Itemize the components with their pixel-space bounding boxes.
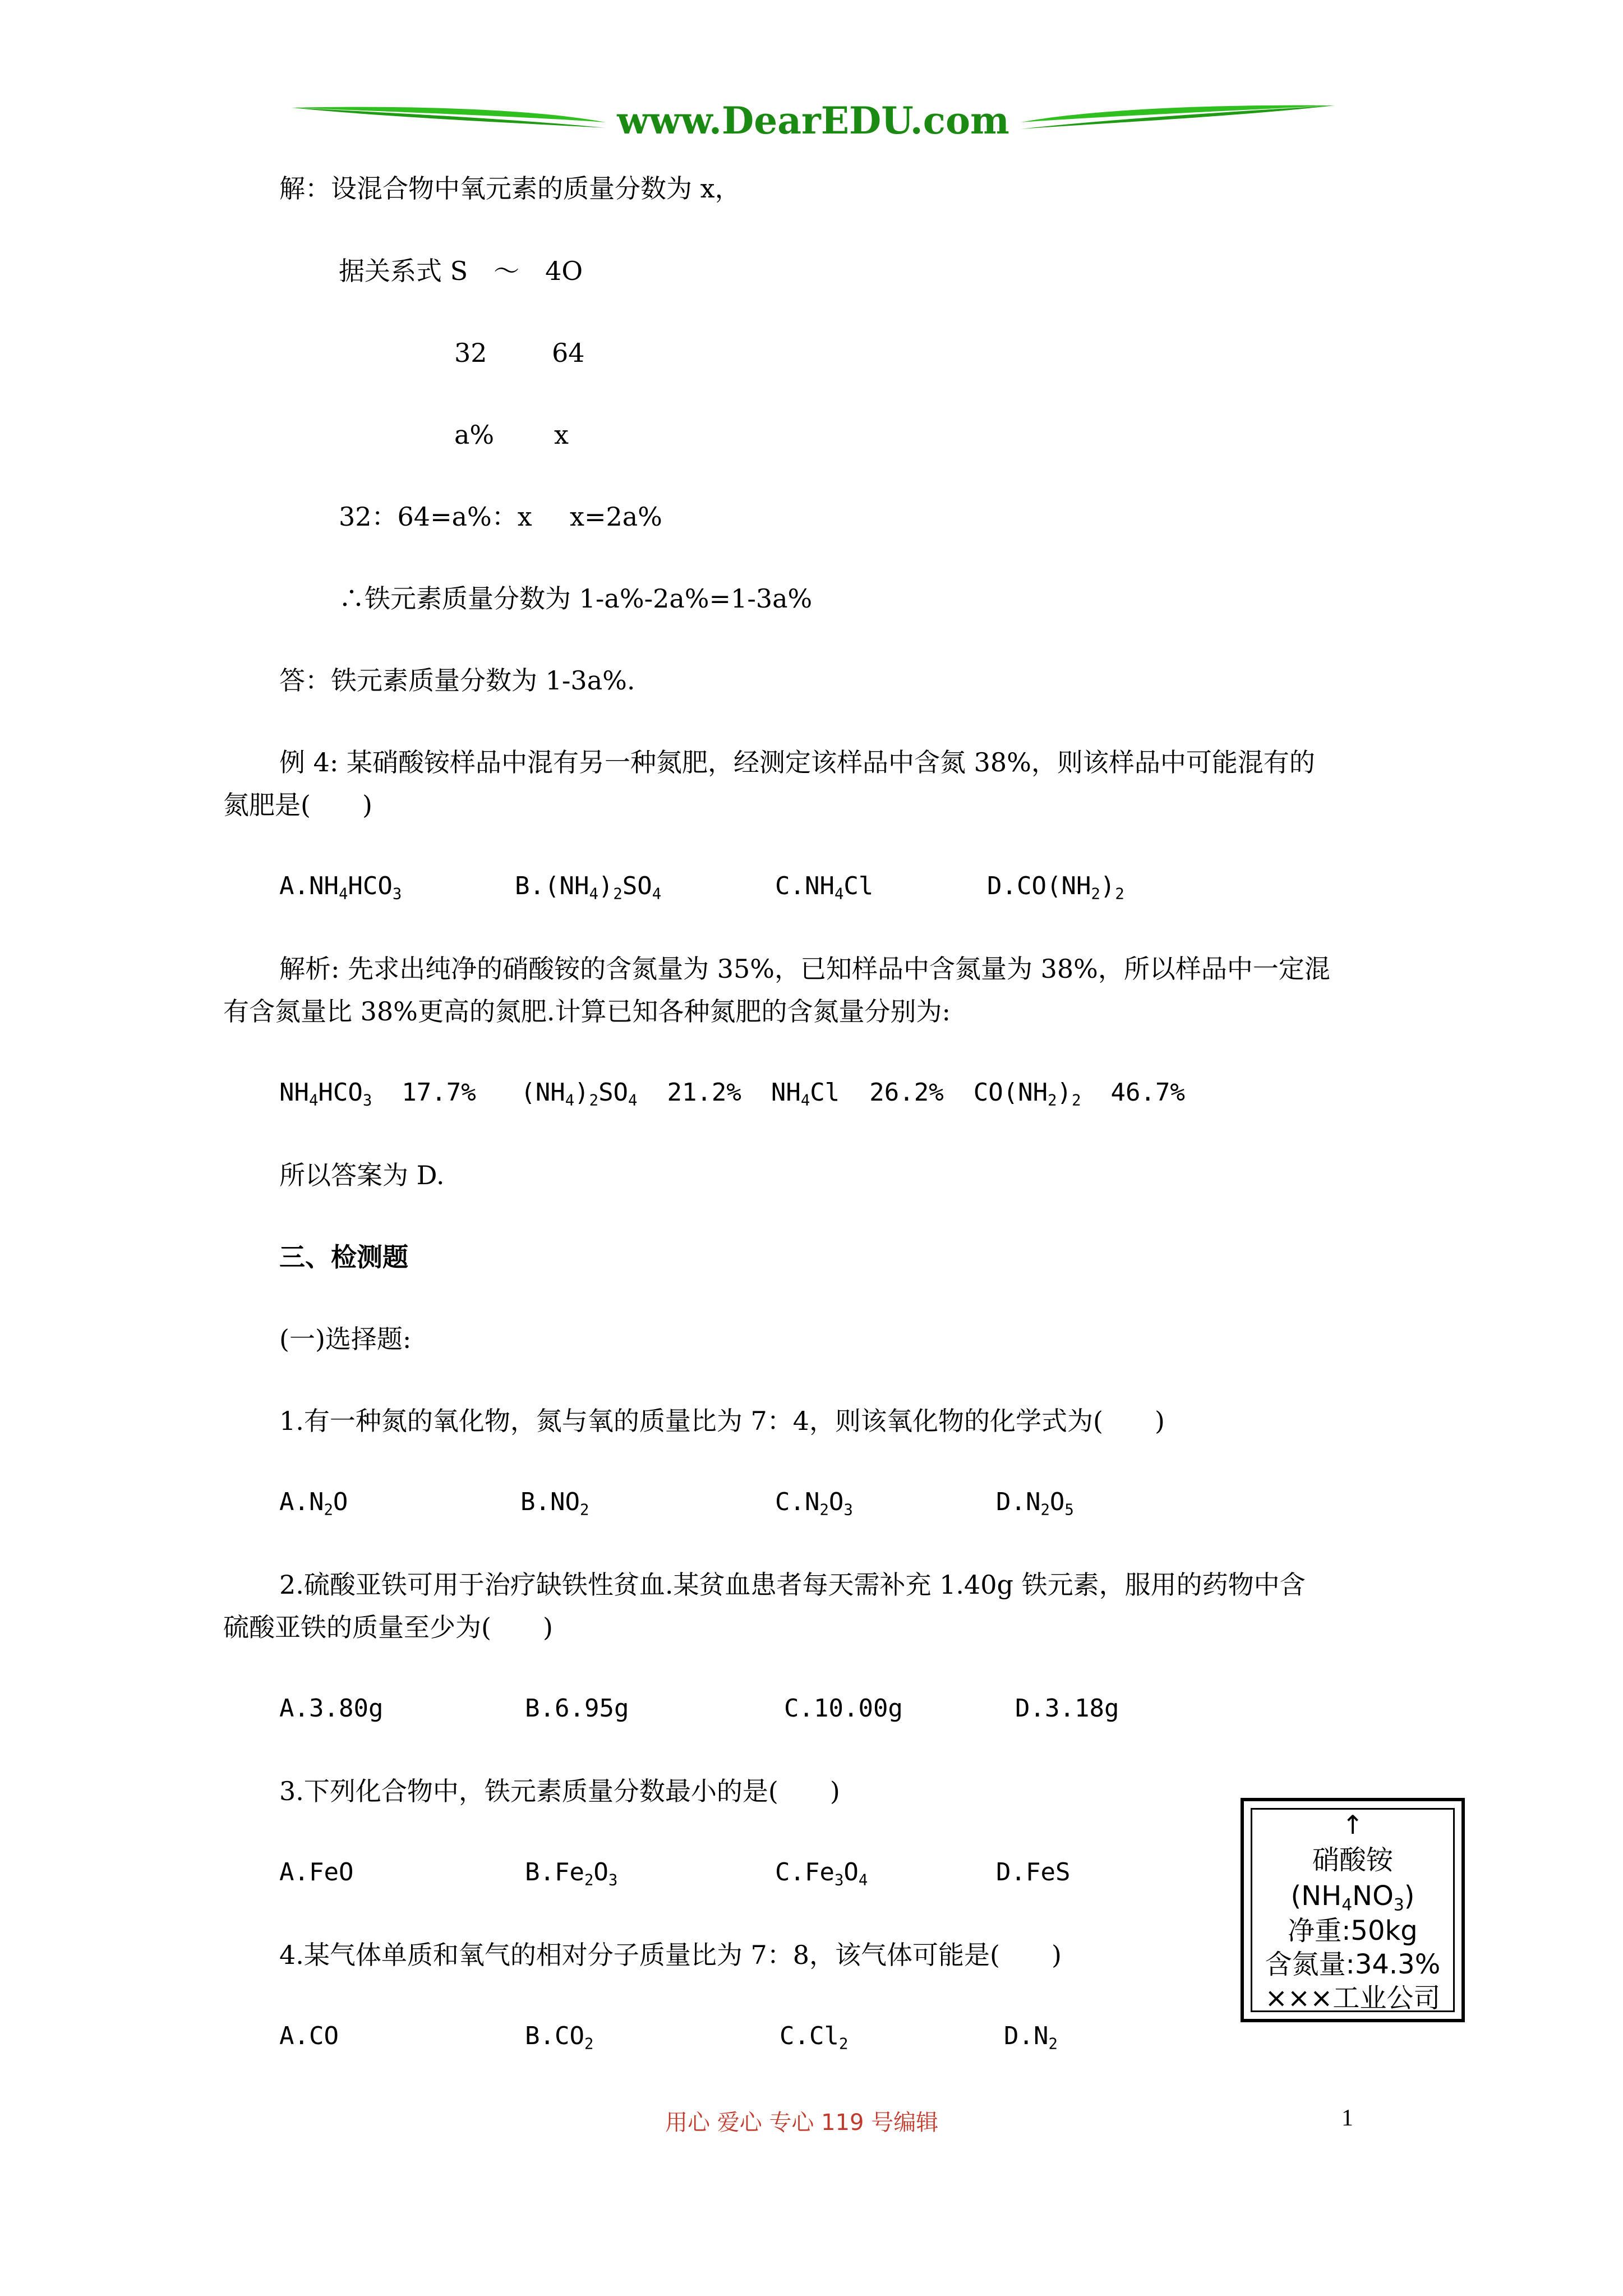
therefore-line: ∴铁元素质量分数为 1-a%-2a%=1-3a%: [339, 583, 813, 614]
relation-value: x: [554, 420, 569, 450]
analysis-line: 解析: 先求出纯净的硝酸铵的含氮量为 35%，已知样品中含氮量为 38%，所以样品中一定混: [279, 954, 1330, 984]
option-d: $D.CO(NH_2)_2$: [987, 872, 1124, 903]
question-4-stem: 4.某气体单质和氧气的相对分子质量比为 7：8，该气体可能是( ): [279, 1940, 1062, 1970]
proportion-equation: 32：64=a%：x: [339, 501, 532, 532]
relation-value: a%: [454, 420, 495, 450]
conclusion-line: 所以答案为 D.: [279, 1160, 445, 1190]
q4-option-a: A.CO: [279, 2022, 339, 2050]
question-2-stem-cont: 硫酸亚铁的质量至少为( ): [223, 1612, 553, 1642]
site-logo-text[interactable]: www.DearEDU.com: [617, 99, 1009, 142]
analysis-line-cont: 有含氮量比 38%更高的氮肥.计算已知各种氮肥的含氮量分别为:: [223, 996, 951, 1027]
header-logo: [292, 95, 1335, 157]
nitrogen-percent-list: $NH_4HCO_3$ 17.7% $(NH_4)_2SO_4$ 21.2% $NH_4Cl$ 26.2% $CO(NH_2)_2$ 46.7%: [279, 1078, 1185, 1110]
example4-stem: 例 4: 某硝酸铵样品中混有另一种氮肥，经测定该样品中含氮 38%，则该样品中可能混有的: [279, 747, 1315, 777]
fertilizer-label-inner: [1251, 1808, 1455, 2012]
solution-intro: 解：设混合物中氧元素的质量分数为 x，: [279, 173, 741, 204]
solution-relation: 据关系式 S ～ 4O: [339, 256, 583, 286]
label-formula: $(NH_4NO_3)$: [1290, 1880, 1415, 1915]
page-number: 1: [1341, 2105, 1353, 2131]
example4-stem-cont: 氮肥是( ): [223, 790, 372, 820]
footer-slogan: 用心 爱心 专心 119 号编辑: [665, 2110, 939, 2136]
q1-option-a: $A.N_2O$: [279, 1488, 348, 1519]
question-3-stem: 3.下列化合物中，铁元素质量分数最小的是( ): [279, 1776, 840, 1806]
q2-option-a: A.3.80g: [279, 1694, 384, 1723]
label-nitrogen-content: 含氮量:34.3%: [1265, 1949, 1441, 1980]
label-company: ×××工业公司: [1265, 1982, 1441, 2014]
q1-option-d: $D.N_2O_5$: [996, 1488, 1074, 1519]
label-net-weight: 净重:50kg: [1288, 1915, 1418, 1947]
q2-option-d: D.3.18g: [1015, 1694, 1119, 1723]
q4-option-d: $D.N_2$: [1004, 2022, 1058, 2053]
fertilizer-label: [1241, 1798, 1465, 2022]
q3-option-b: $B.Fe_2O_3$: [525, 1858, 618, 1889]
q2-option-c: C.10.00g: [784, 1694, 903, 1723]
answer-line: 答：铁元素质量分数为 1-3a%.: [279, 665, 635, 696]
q4-option-b: $B.CO_2$: [525, 2022, 594, 2053]
q3-option-d: D.FeS: [996, 1858, 1071, 1887]
section-subtitle: (一)选择题:: [279, 1324, 412, 1354]
proportion-result: x=2a%: [570, 501, 662, 532]
q3-option-a: A.FeO: [279, 1858, 354, 1887]
option-a: $A.NH_4HCO_3$: [279, 872, 402, 903]
q1-option-b: $B.NO_2$: [520, 1488, 589, 1519]
q2-option-b: B.6.95g: [525, 1694, 629, 1723]
relation-value: 32: [454, 338, 487, 368]
q3-option-c: $C.Fe_3O_4$: [775, 1858, 868, 1889]
up-arrow-icon: ↑: [1341, 1810, 1364, 1840]
label-product-name: 硝酸铵: [1312, 1844, 1393, 1876]
question-1-stem: 1.有一种氮的氧化物，氮与氧的质量比为 7：4，则该氧化物的化学式为( ): [279, 1406, 1165, 1436]
option-b: $B.(NH_4)_2SO_4$: [515, 872, 662, 903]
relation-value: 64: [552, 338, 585, 368]
section-title: 三、检测题: [279, 1242, 408, 1272]
q1-option-c: $C.N_2O_3$: [775, 1488, 853, 1519]
question-2-stem: 2.硫酸亚铁可用于治疗缺铁性贫血.某贫血患者每天需补充 1.40g 铁元素，服用的药物中含: [279, 1570, 1306, 1600]
option-c: $C.NH_4Cl$: [775, 872, 874, 903]
q4-option-c: $C.Cl_2$: [780, 2022, 849, 2053]
